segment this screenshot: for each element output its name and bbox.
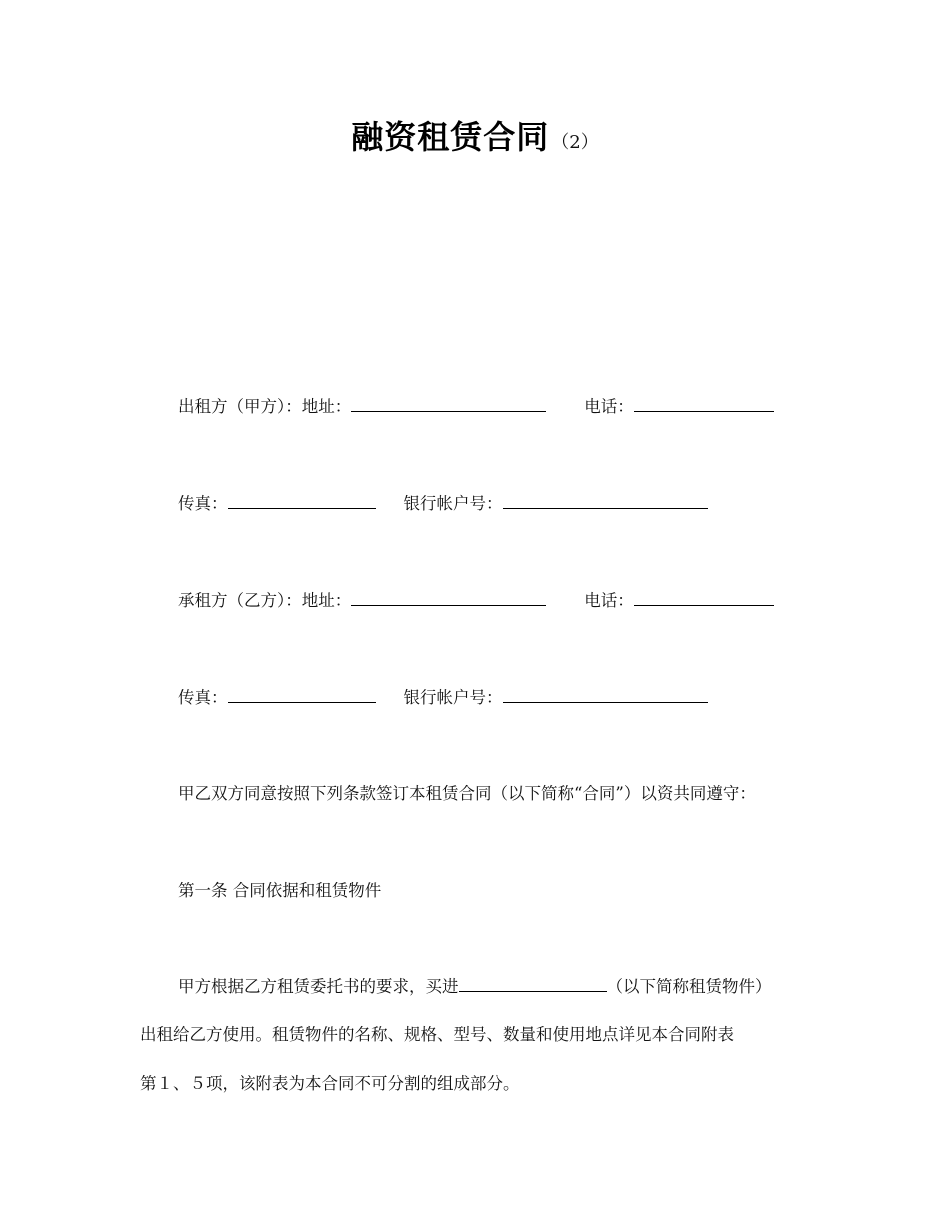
lessor-bank-blank	[503, 492, 708, 509]
article1-paragraph-line1	[178, 975, 772, 999]
lessee-fax-blank	[228, 686, 376, 703]
title-suffix: （2）	[551, 132, 599, 153]
article1-item-blank	[459, 975, 607, 992]
intro-paragraph: 甲乙双方同意按照下列条款签订本租赁合同（以下简称“合同”）以资共同遵守：	[178, 784, 756, 803]
lessee-phone-label: 电话：	[584, 591, 634, 610]
lessor-fax-blank	[228, 492, 376, 509]
article1-text-start: 甲方根据乙方租赁委托书的要求，买进	[178, 977, 459, 996]
lessee-address-label: 承租方（乙方）：地址：	[178, 591, 352, 610]
document-title	[0, 112, 950, 158]
lessor-bank-label: 银行帐户号：	[403, 494, 503, 513]
lessor-phone-label: 电话：	[584, 397, 634, 416]
lessee-bank-label: 银行帐户号：	[403, 688, 503, 707]
lessee-fax-label: 传真：	[178, 688, 228, 707]
lessee-bank-blank	[503, 686, 708, 703]
article1-heading: 第一条 合同依据和租赁物件	[178, 881, 382, 900]
lessee-fax-line	[178, 686, 708, 710]
lessee-phone-blank	[634, 589, 774, 606]
article1-text-end: （以下简称租赁物件）	[606, 977, 772, 996]
title-main: 融资租赁合同	[351, 118, 550, 156]
lessor-address-blank	[351, 395, 546, 412]
lessee-address-line	[178, 589, 774, 613]
lessor-fax-line	[178, 492, 708, 516]
lessee-address-blank	[351, 589, 546, 606]
lessor-phone-blank	[634, 395, 774, 412]
lessor-fax-label: 传真：	[178, 494, 228, 513]
article1-paragraph-line3: 第１、５项，该附表为本合同不可分割的组成部分。	[140, 1074, 520, 1093]
lessor-address-line	[178, 395, 774, 419]
article1-paragraph-line2: 出租给乙方使用。租赁物件的名称、规格、型号、数量和使用地点详见本合同附表	[140, 1025, 734, 1044]
lessor-address-label: 出租方（甲方）：地址：	[178, 397, 352, 416]
